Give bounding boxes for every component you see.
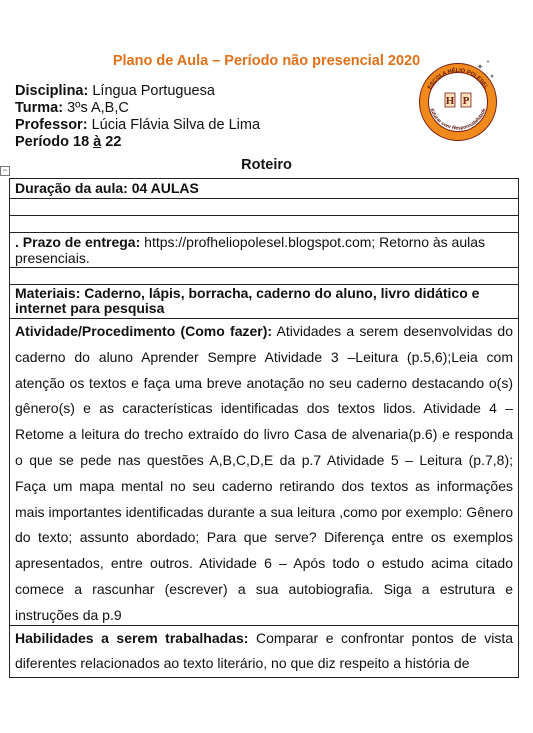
header-info	[15, 83, 260, 151]
disciplina-label: Disciplina:	[15, 83, 89, 99]
school-logo	[418, 56, 504, 142]
atividade-value: Atividades a serem desenvolvidas do caderno do aluno Aprender Sempre Atividade 3 –Leitura (p.5,6);Leia com atenção os textos e faça uma breve anotação no seu caderno destacando o(s) gênero(s) e as características identificadas dos textos lidos. Atividade 4 – Retome a leitura do trecho extraído do livro Casa de alvenaria(p.6) e responda o que se pede nas questões A,B,C,D,E da p.7 Atividade 5 – Leitura (p.7,8); Faça um mapa mental no seu caderno retirando dos textos as informações mais importantes identificadas durante a sua leitura ,como por exemplo: Gênero do texto; assunto abordado; Para que serve? Diferença entre os exemplos apresentados, entre outros. Atividade 6 – Após todo o estudo acima citado comece a rascunhar (escrever) a sua autobiografia. Siga a estrutura e instruções da p.9	[15, 323, 513, 623]
materiais-text: Materiais: Caderno, lápis, borracha, caderno do aluno, livro didático e internet para pesquisa	[15, 285, 480, 316]
periodo-line	[15, 134, 260, 151]
star-icon	[486, 60, 490, 63]
periodo-end: 22	[105, 134, 122, 150]
disciplina-value: Língua Portuguesa	[92, 83, 215, 99]
habilidades-label: Habilidades a serem trabalhadas:	[15, 630, 249, 646]
professor-line	[15, 117, 260, 134]
periodo-label: Período	[15, 134, 69, 150]
prazo-row[interactable]	[10, 233, 518, 268]
logo-top-text: ESCOLA HÉLIO POLESEL	[427, 67, 489, 91]
professor-label: Professor:	[15, 117, 88, 133]
duracao-row[interactable]	[10, 179, 518, 199]
star-icon	[477, 64, 483, 69]
professor-value: Lúcia Flávia Silva de Lima	[91, 117, 261, 133]
turma-value: 3ºs A,B,C	[67, 100, 129, 116]
duracao-text: Duração da aula: 04 AULAS	[15, 180, 199, 196]
empty-row[interactable]	[10, 216, 518, 233]
logo-letter-p: P	[462, 95, 470, 107]
page-title: Plano de Aula – Período não presencial 2020	[112, 53, 421, 69]
habilidades-row[interactable]	[10, 626, 518, 678]
table-move-handle-icon[interactable]: ⇔	[1, 167, 9, 174]
turma-line	[15, 100, 260, 117]
materiais-row[interactable]	[10, 285, 518, 319]
roteiro-table	[9, 178, 519, 678]
prazo-label: . Prazo de entrega:	[15, 234, 141, 250]
logo-letter-h: H	[445, 95, 455, 107]
turma-label: Turma:	[15, 100, 64, 116]
atividade-label: Atividade/Procedimento (Como fazer):	[15, 323, 273, 339]
disciplina-line	[15, 83, 260, 100]
empty-row[interactable]	[10, 268, 518, 285]
logo-bottom-text: Educar com Responsabilidade	[428, 107, 488, 132]
periodo-mid: à	[93, 134, 102, 150]
roteiro-heading: Roteiro	[241, 157, 292, 173]
prazo-value: https://profheliopolesel.blogspot.com; Retorno às aulas presenciais.	[15, 234, 486, 266]
atividade-row[interactable]	[10, 319, 518, 626]
empty-row[interactable]	[10, 199, 518, 216]
habilidades-value: Comparar e confrontar pontos de vista diferentes relacionados ao texto literário, no que diz respeito a história de	[15, 630, 514, 671]
star-icon	[490, 74, 495, 78]
periodo-start: 18	[73, 134, 90, 150]
